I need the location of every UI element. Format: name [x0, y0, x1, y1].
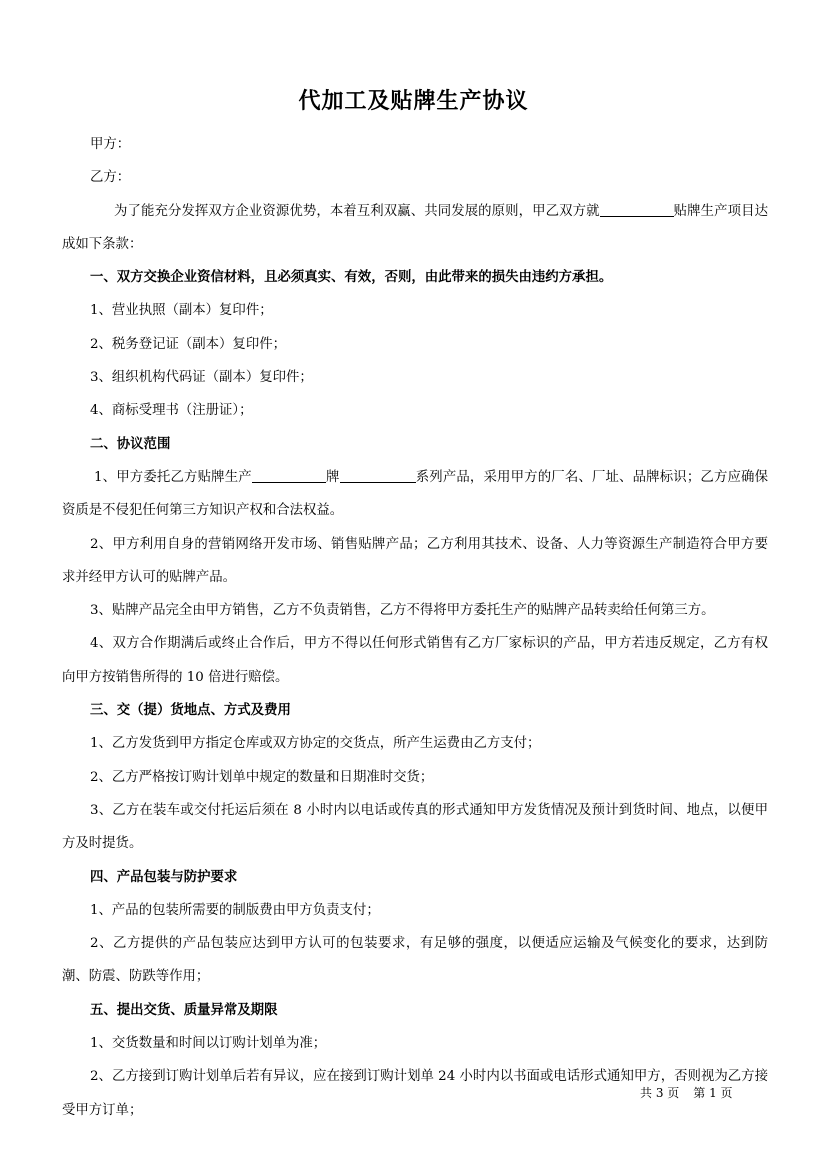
intro-blank-field [600, 202, 674, 217]
section-2-item-2: 2、甲方利用自身的营销网络开发市场、销售贴牌产品；乙方利用其技术、设备、人力等资源生产制造符合甲方要求并经甲方认可的贴牌产品。 [62, 536, 768, 585]
section-2-item-1 [62, 461, 768, 528]
section-1-item: 2、税务登记证（副本）复印件； [90, 336, 286, 352]
party-a-line: 甲方： [90, 137, 131, 152]
section-2-item-1-mid: 牌 [325, 469, 340, 485]
section-2-item-1-post: 系列产品，采用甲方的厂名、厂址、品牌标识；乙方应确保资质是不侵犯任何第三方知识产权和合法权益。 [62, 469, 769, 519]
total-pages: 共 3 页 [640, 1086, 680, 1100]
section-2-item-1-pre: 1、甲方委托乙方贴牌生产 [94, 469, 252, 485]
section-5-item: 2、乙方接到订购计划单后若有异议，应在接到订购计划单 24 小时内以书面或电话形式通知甲方，否则视为乙方接受甲方订单； [62, 1069, 768, 1118]
section-1-item: 4、商标受理书（注册证）； [90, 403, 253, 419]
section-4-item: 1、产品的包装所需要的制版费由甲方负责支付； [90, 902, 380, 918]
document-title: 代加工及贴牌生产协议 [298, 88, 529, 114]
section-3-item: 2、乙方严格按订购计划单中规定的数量和日期准时交货； [90, 769, 434, 785]
intro-text-post: 贴牌生产项目达成如下条款： [62, 203, 768, 252]
document-body [62, 128, 768, 1127]
party-b-line: 乙方： [90, 170, 131, 186]
section-3-item: 1、乙方发货到甲方指定仓库或双方协定的交货点，所产生运费由乙方支付； [90, 736, 541, 752]
section-1-item: 3、组织机构代码证（副本）复印件； [90, 370, 313, 386]
brand-blank-field [252, 468, 326, 483]
section-4-heading: 四、产品包装与防护要求 [90, 868, 238, 885]
section-3-heading: 三、交（提）货地点、方式及费用 [90, 702, 291, 719]
section-2-heading: 二、协议范围 [90, 435, 171, 452]
section-3-item: 3、乙方在装车或交付托运后须在 8 小时内以电话或传真的形式通知甲方发货情况及预计到货时间、地点，以便甲方及时提货。 [62, 802, 768, 852]
section-1-item: 1、营业执照（副本）复印件； [90, 303, 273, 319]
section-5-heading: 五、提出交货、质量异常及期限 [90, 1001, 278, 1018]
intro-text-pre: 为了能充分发挥双方企业资源优势，本着互利双赢、共同发展的原则，甲乙双方就 [114, 203, 600, 219]
series-blank-field [340, 468, 416, 483]
intro-paragraph [62, 195, 768, 262]
section-5-item: 1、交货数量和时间以订购计划单为准； [90, 1036, 327, 1052]
section-4-item: 2、乙方提供的产品包装应达到甲方认可的包装要求，有足够的强度，以便适应运输及气候变化的要求，达到防潮、防震、防跌等作用； [62, 936, 768, 985]
section-2-item-4: 4、双方合作期满后或终止合作后，甲方不得以任何形式销售有乙方厂家标识的产品，甲方若违反规定，乙方有权向甲方按销售所得的 10 倍进行赔偿。 [62, 636, 768, 685]
page-footer [640, 1084, 747, 1101]
current-page: 第 1 页 [693, 1086, 733, 1100]
section-1-heading: 一、双方交换企业资信材料，且必须真实、有效，否则，由此带来的损失由违约方承担。 [90, 269, 613, 286]
section-2-item-3: 3、贴牌产品完全由甲方销售，乙方不负责销售，乙方不得将甲方委托生产的贴牌产品转卖给任何第三方。 [90, 603, 715, 619]
